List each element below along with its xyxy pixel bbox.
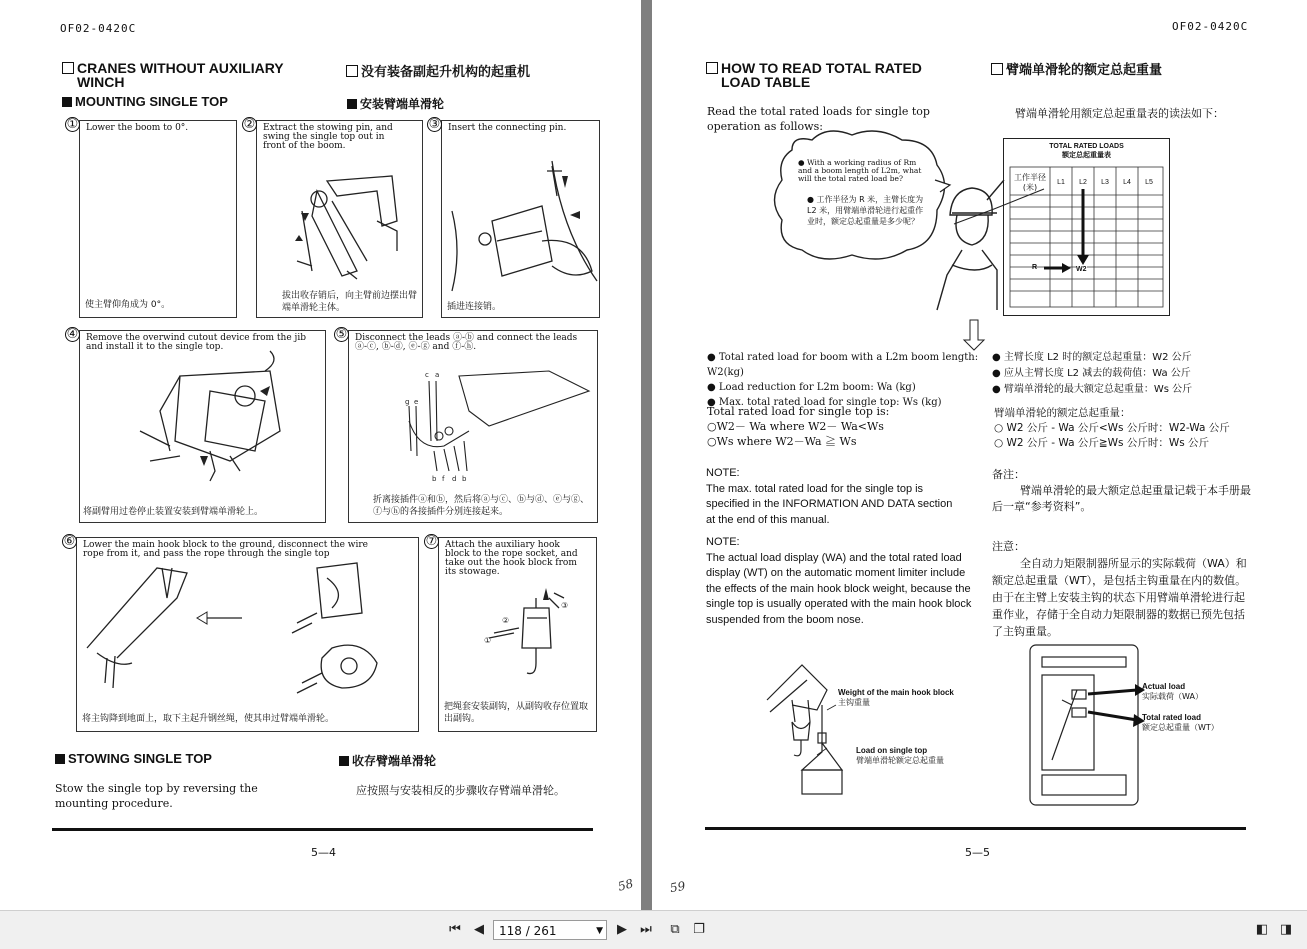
section-title-cn: 臂端单滑轮的额定总起重量: [991, 59, 1162, 78]
last-page-button[interactable]: ⏭: [640, 922, 652, 937]
section-title-en: HOW TO READ TOTAL RATED LOAD TABLE: [706, 61, 922, 89]
bullet-item: ● 臂端单滑轮的最大额定总起重量：Ws 公斤: [992, 384, 1193, 395]
next-result-button[interactable]: ◨: [1279, 922, 1293, 937]
actual-load-label: Actual load 实际载荷（WA）: [1142, 682, 1203, 701]
step-2-box: [243, 117, 423, 318]
viewer-toolbar: [0, 910, 1307, 949]
section-title-en: CRANES WITHOUT AUXILIARY WINCH: [62, 61, 284, 89]
bullet-square-icon: [339, 756, 349, 766]
step-text-cn: 使主臂仰角成为 0°。: [85, 300, 171, 310]
bullet-square-icon: [347, 99, 357, 109]
mount-heading-en: MOUNTING SINGLE TOP: [62, 94, 228, 109]
step-text-en: Remove the overwind cutout device from the jib and install it to the single top.: [86, 333, 306, 352]
stow-text-cn: 应按照与安装相反的步骤收存臂端单滑轮。: [356, 784, 565, 797]
bullet-item: ● 主臂长度 L2 时的额定总起重量：W2 公斤: [992, 352, 1192, 363]
mount-heading-cn: 安装臂端单滑轮: [347, 95, 444, 112]
svg-text:b: b: [432, 475, 437, 483]
right-page: [652, 0, 1307, 910]
page-number: 5—4: [311, 846, 336, 859]
table-radius-header: 工作半径(米): [1014, 173, 1046, 192]
step-text-en: Attach the auxiliary hook block to the rope socket, and take out the hook block from its stowage.: [445, 540, 578, 577]
hook-weight-label: Weight of the main hook block 主钩重量: [838, 688, 954, 707]
svg-text:g: g: [405, 398, 410, 406]
step-5-box: [335, 327, 598, 523]
step-number: ①: [66, 117, 79, 132]
prev-result-button[interactable]: ◧: [1255, 922, 1269, 937]
bullet-item: ● Total rated load for boom with a L2m boom length: W2(kg): [707, 352, 979, 378]
svg-text:d: d: [452, 475, 457, 483]
intro-cn: 臂端单滑轮用额定总起重量表的读法如下：: [1015, 107, 1224, 120]
step-6-illustration: [77, 538, 418, 731]
step-1-box: [66, 117, 237, 318]
note2-en: NOTE: The actual load display (WA) and the total rated load display (WT) on the automatic moment limiter include the effects of the main hook block weight, because the single top is usually operated with the main hook block suspended from the boom nose.: [706, 536, 972, 626]
footer-rule: [52, 828, 593, 831]
single-page-view-icon[interactable]: ⧉: [670, 922, 680, 937]
step-3-illustration: [442, 121, 599, 317]
step-text-en: Disconnect the leads ⓐ-ⓑ and connect the leads ⓐ-ⓒ, ⓑ-ⓓ, ⓔ-ⓖ and ⓕ-ⓗ.: [355, 333, 578, 352]
step-text-en: Extract the stowing pin, and swing the single top out in front of the boom.: [263, 123, 393, 151]
two-page-view-icon[interactable]: ❐: [693, 922, 705, 937]
step-number: ②: [243, 117, 256, 132]
checkbox-square-icon: [62, 62, 74, 74]
intro-en: Read the total rated loads for single top operation as follows:: [707, 105, 930, 133]
bullet-square-icon: [55, 754, 65, 764]
step-4-illustration: [80, 331, 325, 522]
step-text-cn: 把绳套安装副钩，从副钩收存位置取出副钩。: [444, 702, 589, 724]
stow-heading-cn: 收存臂端单滑轮: [339, 752, 436, 769]
svg-text:②: ②: [502, 616, 510, 625]
step-3-box: [428, 117, 600, 318]
bullet-item: ● Load reduction for L2m boom: Wa (kg): [707, 382, 916, 393]
next-page-button[interactable]: ▶: [617, 922, 627, 937]
table-row-R: R: [1032, 264, 1038, 271]
step-2-illustration: [257, 121, 422, 317]
step-text-cn: 插进连接销。: [447, 302, 502, 312]
single-top-cn: 臂端单滑轮的额定总起重量： ○ W2 公斤 - Wa 公斤<Ws 公斤时：W2-Wa 公斤 ○ W2 公斤 - Wa 公斤≧Ws 公斤时：Ws 公斤: [994, 407, 1230, 449]
note1-cn: 备注： 臂端单滑轮的最大额定总起重量记载于本手册最后一章“参考资料”。: [992, 468, 1251, 513]
chevron-down-icon[interactable]: ▼: [596, 926, 603, 936]
checkbox-square-icon: [346, 65, 358, 77]
step-text-en: Lower the boom to 0°.: [86, 123, 189, 133]
single-top-en: Total rated load for single top is: ○W2－ Wa where W2－ Wa<Ws ○Ws where W2－Wa ≧ Ws: [707, 405, 890, 448]
step-7-box: [425, 534, 597, 732]
note2-cn: 注意： 全自动力矩限制器所显示的实际载荷（WA）和额定总起重量（WT），是包括主钩重量在内的数值。由于在主臂上安装主钩的状态下用臂端单滑轮进行起重作业，存储于全自动力矩限制器的数据已预先包括了主钩重量。: [992, 540, 1247, 638]
left-page: [0, 0, 641, 910]
bullet-item: ● Max. total rated load for single top: Ws (kg): [707, 397, 942, 408]
table-col-L5: L5: [1145, 179, 1153, 186]
step-text-cn: 将副臂用过卷停止装置安装到臂端单滑轮上。: [83, 507, 264, 517]
svg-text:①: ①: [484, 636, 492, 645]
table-col-L3: L3: [1101, 179, 1109, 186]
hook-diagram: [652, 0, 1307, 910]
load-on-label: Load on single top 臂端单滑轮额定总起重量: [856, 746, 944, 765]
page-number: 5—5: [965, 846, 990, 859]
svg-text:c: c: [425, 371, 429, 379]
step-text-en: Insert the connecting pin.: [448, 123, 567, 133]
rated-load-label: Total rated load 额定总起重量（WT）: [1142, 713, 1219, 732]
prev-page-button[interactable]: ◀: [474, 922, 484, 937]
first-page-button[interactable]: ⏮: [449, 922, 461, 937]
table-col-L2: L2: [1079, 179, 1087, 186]
table-cell-W2: W2: [1076, 266, 1087, 273]
step-4-box: [66, 327, 326, 523]
step-number: ⑤: [335, 327, 348, 342]
bubble-text-cn: ● 工作半径为 R 米，主臂长度为 L2 米，用臂端单滑轮进行起重作业时，额定总起重量是多少呢？: [807, 195, 924, 226]
footer-rule: [705, 827, 1246, 830]
handwritten-number: 59: [668, 878, 687, 896]
doc-code: OF02-0420C: [1172, 20, 1249, 33]
stow-text-en: Stow the single top by reversing the mounting procedure.: [55, 782, 258, 810]
step-number: ④: [66, 327, 79, 342]
table-col-L1: L1: [1057, 179, 1065, 186]
note1-en: NOTE: The max. total rated load for the single top is specified in the INFORMATION AND DATA section at the end of this manual.: [706, 467, 953, 526]
step-text-en: Lower the main hook block to the ground, disconnect the wire rope from it, and pass the rope through the single top: [83, 540, 369, 559]
doc-code: OF02-0420C: [60, 22, 137, 35]
page-indicator-text: 118 / 261: [499, 924, 557, 938]
table-col-L4: L4: [1123, 179, 1131, 186]
handwritten-number: 58: [616, 876, 635, 894]
step-number: ⑥: [63, 534, 76, 549]
step-number: ⑦: [425, 534, 438, 549]
bullet-item: ● 应从主臂长度 L2 减去的载荷值：Wa 公斤: [992, 368, 1191, 379]
stow-heading-en: STOWING SINGLE TOP: [55, 751, 212, 766]
step-6-box: [63, 534, 419, 732]
section-title-cn: 没有装备副起升机构的起重机: [346, 61, 530, 80]
svg-text:e: e: [414, 398, 419, 406]
bubble-text-en: ● With a working radius of Rm and a boom length of L2m, what will the total rated load be?: [798, 158, 922, 183]
page-number-input[interactable]: [493, 920, 607, 940]
svg-text:a: a: [435, 371, 440, 379]
svg-text:b: b: [462, 475, 467, 483]
step-number: ③: [428, 117, 441, 132]
step-text-cn: 将主钩降到地面上，取下主起升钢丝绳，使其串过臂端单滑轮。: [82, 714, 335, 724]
table-title: TOTAL RATED LOADS 额定总起重量表: [1049, 143, 1124, 159]
step-text-cn: 拔出收存销后，向主臂前边摆出臂端单滑轮主体。: [282, 291, 418, 313]
svg-text:③: ③: [561, 601, 569, 610]
bullet-square-icon: [62, 97, 72, 107]
svg-text:f: f: [442, 475, 445, 483]
step-text-cn: 折离接插件ⓐ和ⓑ，然后将ⓐ与ⓒ、ⓑ与ⓓ、ⓔ与ⓖ、ⓕ与ⓗ的各接插件分别连接起来。: [373, 495, 590, 517]
